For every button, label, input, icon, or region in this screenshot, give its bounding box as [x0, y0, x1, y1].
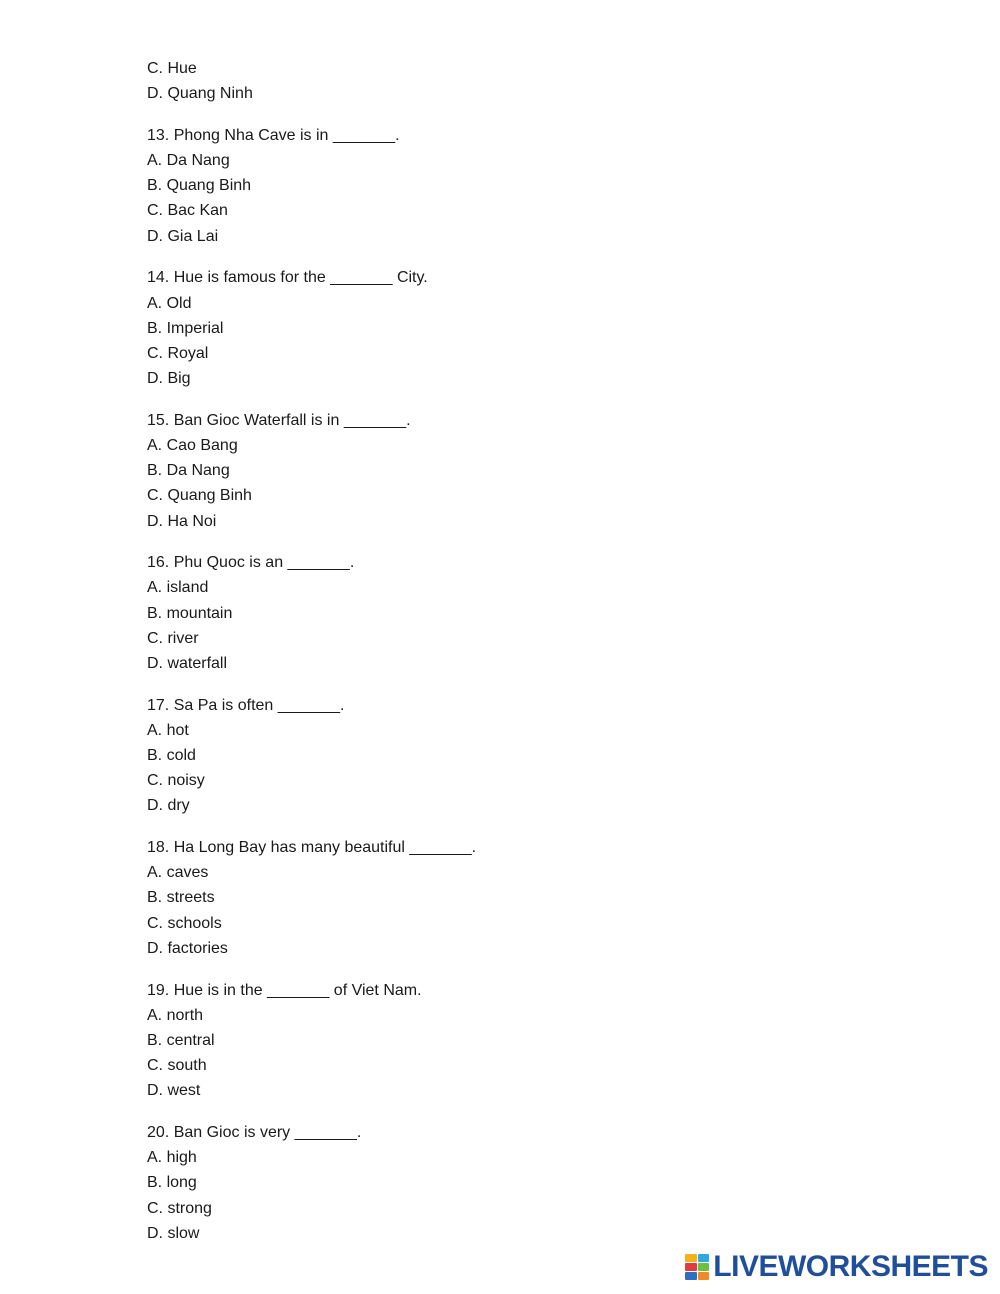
option-d[interactable]: D. waterfall: [147, 654, 228, 672]
question-block-17: [147, 693, 847, 819]
option-c[interactable]: C. noisy: [147, 772, 205, 790]
option-b[interactable]: B. long: [147, 1174, 197, 1192]
question-block-14: [147, 265, 847, 391]
question-prompt: 18. Ha Long Bay has many beautiful _______.: [147, 839, 477, 857]
liveworksheets-logo: [685, 1252, 988, 1282]
option-a[interactable]: A. Cao Bang: [147, 436, 238, 454]
option-b[interactable]: B. cold: [147, 747, 196, 764]
worksheet-page: [147, 56, 847, 1262]
liveworksheets-logo-mark-icon: [685, 1254, 709, 1280]
option-b[interactable]: B. Da Nang: [147, 462, 230, 480]
option-a[interactable]: A. north: [147, 1006, 204, 1024]
option-a[interactable]: A. Old: [147, 294, 192, 312]
question-block-16: [147, 550, 847, 676]
option-c[interactable]: C. Royal: [147, 344, 209, 362]
option-a[interactable]: A. high: [147, 1149, 197, 1167]
option-b[interactable]: B. Quang Binh: [147, 177, 252, 195]
logo-text: LIVEWORKSHEETS: [713, 1250, 988, 1283]
logo-mark-tile: [698, 1272, 710, 1280]
question-prompt: 20. Ban Gioc is very _______.: [147, 1123, 362, 1141]
option-d[interactable]: D. dry: [147, 797, 190, 815]
option-c[interactable]: C. Quang Binh: [147, 487, 252, 505]
option-a[interactable]: A. Da Nang: [147, 152, 230, 170]
option-d[interactable]: D. Big: [147, 370, 191, 388]
option-c[interactable]: C. strong: [147, 1199, 212, 1217]
option-c[interactable]: C. river: [147, 629, 199, 647]
question-block-20: [147, 1120, 847, 1246]
question-block-12-tail: [147, 56, 847, 106]
option-d[interactable]: D. Ha Noi: [147, 512, 217, 530]
question-prompt: 13. Phong Nha Cave is in _______.: [147, 126, 400, 144]
option-d[interactable]: D. Gia Lai: [147, 227, 219, 245]
option-a[interactable]: A. island: [147, 579, 209, 597]
question-prompt: 16. Phu Quoc is an _______.: [147, 554, 355, 572]
option-b[interactable]: B. Imperial: [147, 319, 224, 337]
option-b[interactable]: B. mountain: [147, 604, 233, 622]
logo-mark-tile: [685, 1254, 697, 1262]
question-prompt: 17. Sa Pa is often _______.: [147, 696, 345, 714]
option-c[interactable]: C. Hue: [147, 60, 197, 77]
option-d[interactable]: D. slow: [147, 1224, 200, 1242]
question-prompt: 15. Ban Gioc Waterfall is in _______.: [147, 411, 411, 429]
question-block-19: [147, 978, 847, 1104]
question-block-18: [147, 835, 847, 961]
logo-mark-tile: [685, 1263, 697, 1271]
logo-mark-tile: [698, 1254, 710, 1262]
option-d[interactable]: D. Quang Ninh: [147, 85, 253, 103]
question-block-13: [147, 123, 847, 249]
option-c[interactable]: C. Bac Kan: [147, 202, 228, 220]
option-d[interactable]: D. factories: [147, 939, 228, 957]
option-b[interactable]: B. streets: [147, 889, 215, 907]
question-block-15: [147, 408, 847, 534]
logo-mark-tile: [698, 1263, 710, 1271]
option-b[interactable]: B. central: [147, 1031, 215, 1049]
option-c[interactable]: C. south: [147, 1057, 207, 1075]
question-prompt: 14. Hue is famous for the _______ City.: [147, 269, 428, 287]
question-prompt: 19. Hue is in the _______ of Viet Nam.: [147, 981, 422, 999]
option-c[interactable]: C. schools: [147, 914, 222, 932]
option-d[interactable]: D. west: [147, 1082, 201, 1100]
option-a[interactable]: A. caves: [147, 864, 209, 882]
option-a[interactable]: A. hot: [147, 721, 189, 739]
logo-mark-tile: [685, 1272, 697, 1280]
